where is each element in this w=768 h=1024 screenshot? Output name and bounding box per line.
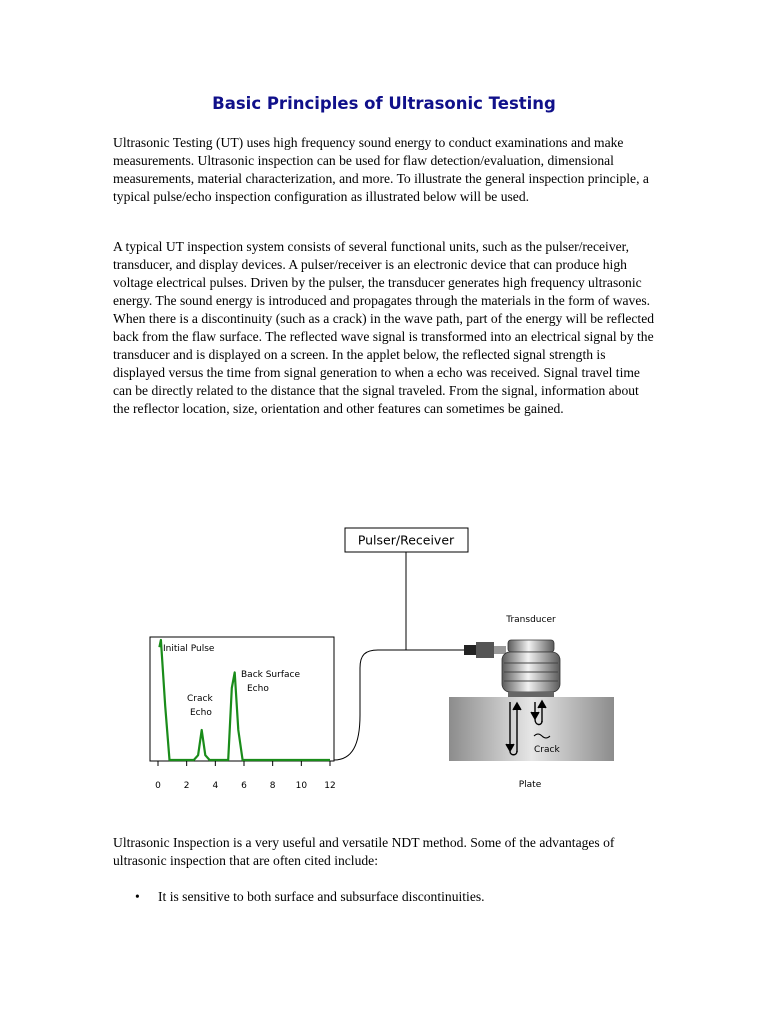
- oscilloscope-screen: [150, 637, 336, 791]
- crack-echo-label-2: Echo: [190, 708, 212, 718]
- intro-paragraph: Ultrasonic Testing (UT) uses high frequency sound energy to conduct examinations and make measurements. Ultrasonic inspection can be used for flaw detection/evaluation, dimensional measurements, material characterization, and more. To illustrate the general inspection principle, a typical pulse/echo inspection configuration as illustrated below will be used.: [113, 135, 649, 204]
- x-tick-label: 4: [212, 781, 219, 791]
- crack-label: Crack: [534, 745, 560, 755]
- plate: [449, 697, 614, 761]
- pulser-receiver-box: [345, 528, 468, 552]
- plate-label: Plate: [518, 780, 542, 790]
- back-surface-label: Back Surface: [241, 670, 300, 680]
- x-tick-label: 10: [295, 781, 308, 791]
- x-tick-label: 8: [269, 781, 276, 791]
- advantages-paragraph: Ultrasonic Inspection is a very useful and versatile NDT method. Some of the advantages of ultrasonic inspection that are often cited include:: [113, 835, 615, 868]
- transducer-label: Transducer: [506, 615, 556, 625]
- pulser-receiver-label: Pulser/Receiver: [357, 532, 455, 548]
- transducer-connector: [464, 642, 506, 658]
- time-axis: [155, 761, 336, 791]
- advantages-list: [113, 888, 485, 906]
- x-tick-label: 6: [241, 781, 247, 791]
- page-title: Basic Principles of Ultrasonic Testing: [212, 94, 556, 113]
- list-item-text: It is sensitive to both surface and subsurface discontinuities.: [158, 889, 485, 904]
- x-tick-label: 0: [155, 781, 161, 791]
- bullet-marker: •: [135, 889, 140, 904]
- x-tick-label: 2: [183, 781, 190, 791]
- initial-pulse-label: Initial Pulse: [163, 644, 215, 654]
- crack-echo-label: Crack: [187, 694, 213, 704]
- ut-inspection-figure: [0, 500, 768, 800]
- system-paragraph: A typical UT inspection system consists of several functional units, such as the pulser/receiver, transducer, and display devices. A pulser/receiver is an electronic device that can produce high voltage electrical pulses. Driven by the pulser, the transducer generates high frequency ultrasonic energy. The sound energy is introduced and propagates through the materials in the form of waves. When there is a discontinuity (such as a crack) in the wave path, part of the energy will be reflected back from the flaw surface. The reflected wave signal is transformed into an electrical signal by the transducer and is displayed on a screen. In the applet below, the reflected signal strength is displayed versus the time from signal generation to when a echo was received. Signal travel time can be directly related to the distance that the signal traveled. From the signal, information about the reflector location, size, orientation and other features can sometimes be gained.: [113, 239, 655, 416]
- list-item: [113, 888, 485, 906]
- back-surface-echo-label: Echo: [247, 684, 269, 694]
- x-tick-label: 12: [324, 781, 336, 791]
- transducer: [502, 640, 560, 698]
